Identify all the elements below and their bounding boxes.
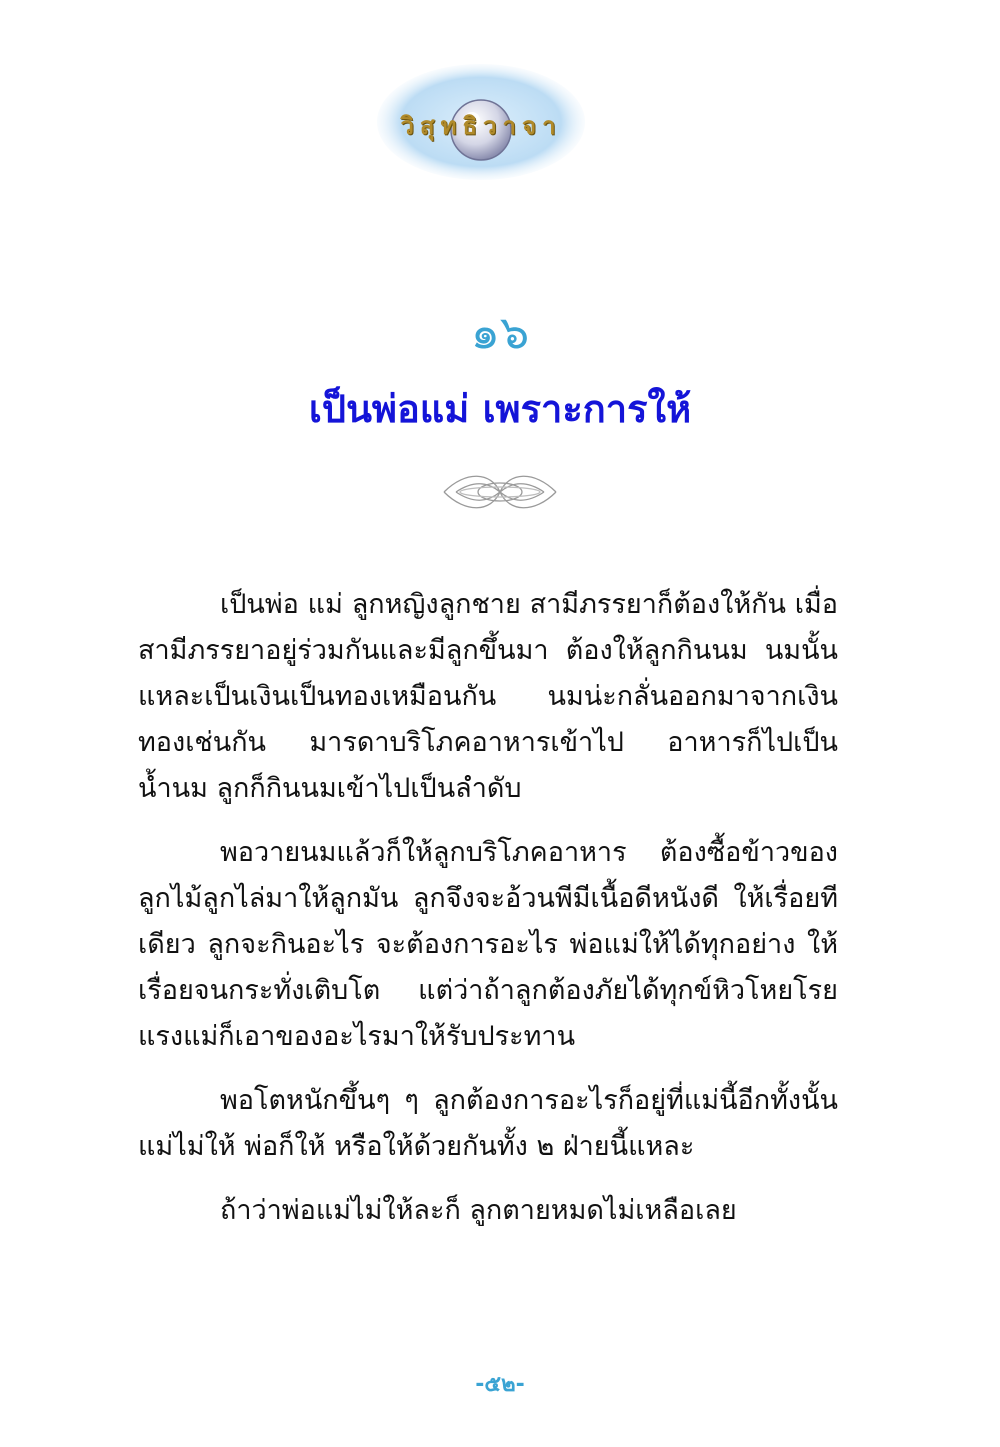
crystal-orb-logo bbox=[374, 60, 588, 190]
paragraph: พอวายนมแล้วก็ให้ลูกบริโภคอาหาร ต้องซื้อข้าวของลูกไม้ลูกไล่มาให้ลูกมัน ลูกจึงจะอ้วนพีมีเนื้อดีหนังดี ให้เรื่อยทีเดียว ลูกจะกินอะไร จะต้องการอะไร พ่อแม่ให้ได้ทุกอย่าง ให้เรื่อยจนกระทั่งเติบโต แต่ว่าถ้าลูกต้องภัยได้ทุกข์หิวโหยโรยแรงแม่ก็เอาของอะไรมาให้รับประทาน bbox=[138, 837, 838, 1052]
paragraph: พอโตหนักขึ้นๆ ๆ ลูกต้องการอะไรก็อยู่ที่แม่นี้อีกทั้งนั้นแม่ไม่ให้ พ่อก็ให้ หรือให้ด้วยกันทั้ง ๒ ฝ่ายนี้แหละ bbox=[138, 1085, 838, 1162]
chapter-title: เป็นพ่อแม่ เพราะการให้ bbox=[308, 387, 692, 431]
body-text bbox=[138, 582, 838, 1252]
chapter-number: ๑๖ bbox=[470, 305, 530, 359]
page-number: -๕๒- bbox=[475, 1372, 525, 1397]
paragraph: ถ้าว่าพ่อแม่ไม่ให้ละก็ ลูกตายหมดไม่เหลือเลย bbox=[220, 1195, 737, 1226]
logo-text: วิสุทธิวาจา bbox=[400, 112, 562, 140]
decorative-flourish-icon bbox=[436, 462, 564, 524]
paragraph: เป็นพ่อ แม่ ลูกหญิงลูกชาย สามีภรรยาก็ต้องให้กัน เมื่อสามีภรรยาอยู่ร่วมกันและมีลูกขึ้นมา ต้องให้ลูกกินนม นมนั้นแหละเป็นเงินเป็นทองเหมือนกัน นมน่ะกลั่นออกมาจากเงินทองเช่นกัน มารดาบริโภคอาหารเข้าไป อาหารก็ไปเป็นน้ำนม ลูกก็กินนมเข้าไปเป็นลำดับ bbox=[138, 589, 838, 804]
